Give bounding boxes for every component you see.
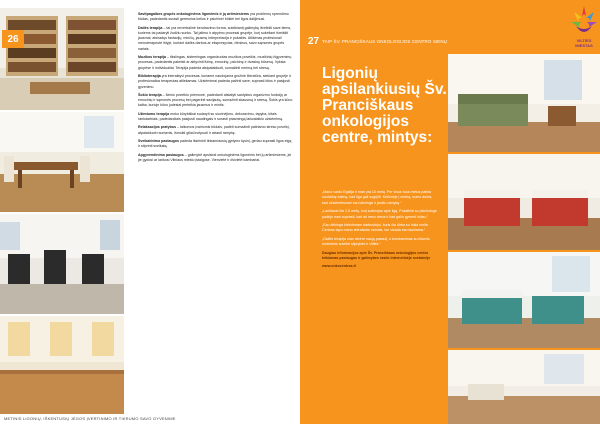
paragraph-lead: Užimtumo terapija — [138, 111, 170, 116]
contact-line: Daugiau informacijos apie Šv. Pranciškaus onkologijos centro teikiamas paslaugas ir galimybes rasite internetinėje svetainėje — [322, 250, 431, 261]
photo-lounge-sofa — [448, 54, 600, 152]
paragraph-text: moko kūrybiškai sudaryti su siuvinėjimu, dekoravimu, tapyba, kitais rankdarbiais, padedančiais pasijusti naudingais ir surasti prasmingą laisvalaikio užsiėmimą. — [138, 111, 284, 122]
left-paragraph — [138, 112, 294, 123]
quote-paragraph: „Esu dėkinga kiekvienam darbuotojui, kuris čia dirba su tokia meile. Centras tapo mano antraisiais namais, kur visada esu laukiama.“ — [322, 223, 429, 233]
page-number-right: 27 — [308, 35, 320, 47]
paragraph-text: – fizinio poveikio priemonė, padedanti atstatyti santykius organizmo funkcijų ar emocinių ir sąmonės procesų bei pagerinti savijautą, sumažinti skausmą ir stresą. Šokis yra kūno kalba, kurioje kūno judesiai perteikia jausmus ir mintis. — [138, 92, 293, 108]
left-paragraph — [138, 139, 294, 150]
left-paragraph — [138, 74, 294, 90]
paragraph-text: – taikomos įvairiomis būdais, padėti sumažinti patiriamo streso poveikį, atpalaiduoti raumenis, išmokti giliai kvėpuoti ir atrasti ramybę. — [138, 125, 290, 135]
paragraph-text: – galimybė apsistoti onkologinėms ligonėms bei jų artimiesiems, jei jie gydosi ar lankosi Vilniaus miesto įstaigose. Vienvietė ir dvivietė kambariai. — [138, 152, 292, 162]
left-paragraph — [138, 93, 294, 109]
quote-paragraph: „Lankiausi čia 1,5 metų, kurį sužinojau apie ligą. Pokalbiai su psichologe padėjo man suprasti, kad aš nesu viena ir kad galiu gyventi toliau.“ — [322, 209, 437, 219]
photo-dining-room — [0, 112, 124, 212]
paragraph-lead: Muzikos terapija — [138, 55, 166, 60]
paragraph-lead: Dailės terapija — [138, 25, 163, 30]
page-title: Ligonių apsilankiusių Šv. Pranciškaus onkologijos centre, mintys: — [322, 65, 447, 146]
quote-paragraph: „Mano vardo Egidija ir man yra 10 metų. Per visus tuos metus patiria nuolatinę baimę, kad liga gali sugrįžti. Kelionėje į centrą, mano dukra, kad užsiėmimuose esu laiminga ir jaučiu ramybę.“ — [322, 190, 433, 205]
quote-paragraph: „Dailės terapija man atvėrė naują pasaulį, o bendravimas su kitomis moterimis suteikė stiprybės ir vilties.“ — [322, 236, 430, 247]
left-paragraph — [138, 55, 294, 71]
paragraph-text: padeda išsirinkti tinkamiausią gydymo tęsinį, geriau suprasti ligos eigą ir stiprinti sveikatą. — [138, 138, 292, 149]
left-paragraph — [138, 125, 294, 136]
paragraph-lead: Sveikatinimo paslaugos — [138, 138, 179, 143]
photo-empty-room — [448, 350, 600, 424]
left-body-text — [138, 12, 294, 166]
photo-bedroom-teal — [448, 252, 600, 348]
photo-salon-chairs — [0, 214, 124, 314]
right-header — [308, 36, 458, 46]
website-link[interactable]: www.onkocentras.lt — [322, 264, 356, 269]
paragraph-text: – tai yra neverbalinė bendravimo forma, suteikiantį galimybę išreikšti save tiems, kuriems tai padaryti žodžiu sunku. Tai jalimo ir atpyimo procesai grupėje, kurį sukeliant išreikšti jausmai, atsiradęs fantazijų, minčių, jausmų interpretacija ir pokalbis. Atlikimas profesionali menoterapeutė ištyje, kuriant dailės darbus ar ekspresyvias, ritminus, savo sąmones grupės nariais. — [138, 25, 292, 51]
photo-library-shelves — [0, 8, 124, 110]
left-paragraph — [138, 12, 294, 23]
left-footer: METINIS LIGONIŲ, IŠKENTUSIŲ JĖGOS ĮVERTINIMO IR TIKRUMO SAVO GYVENIME — [4, 416, 176, 421]
paragraph-lead: Apgyvendinimo paslaugos — [138, 152, 184, 157]
photo-bedroom-red — [448, 154, 600, 250]
page-number-left: 26 — [2, 30, 24, 48]
paragraph-text: yra interaktyvi procesas, kuriame naudojama grožinė literatūra, siekiant grupėje ir profesionalios terapeutas atliekamas. Užsiėmimai padeda pažinti save, suprasti kitus ir pasijusti gyvenimu. — [138, 73, 292, 89]
vilties-miestas-logo — [570, 4, 598, 46]
paragraph-lead: Savitpagalbos grupės onkologinėms ligonėmis ir jų artimiesiems — [138, 12, 250, 16]
left-paragraph — [138, 26, 294, 52]
paragraph-lead: Šokio terapija — [138, 92, 162, 97]
left-paragraph — [138, 153, 294, 164]
header-title: TAIP ŠV. PRANCIŠKAUS ONKOLOGIJOS CENTRO SIENŲ — [322, 38, 448, 44]
paragraph-text: yra problemų sprendimo būdas, padedantis surasti geresnius kelius ir psichinei būklei bei ligos dalijimusi. — [138, 12, 289, 22]
right-body-text — [322, 190, 438, 273]
photo-dance-hall — [0, 316, 124, 414]
paragraph-lead: Biblioterapija — [138, 73, 161, 78]
paragraph-text: – tikslingas, sistemingas organizuotas muzikos poveikis, muzikinių išgyvenimų procesas, padedantis pakeisti ar aktyvinti fizinę, emocinę, psichinę ir dvasinę būseną. Vyksta grupėse ir individualiai. Terapija padeda atsipalaiduoti, sumažinti nerimą bei stresą. — [138, 55, 292, 70]
paragraph-lead: Relaksacijos pratybos — [138, 125, 176, 130]
logo-text: VILTIES MIESTAS — [575, 38, 593, 48]
